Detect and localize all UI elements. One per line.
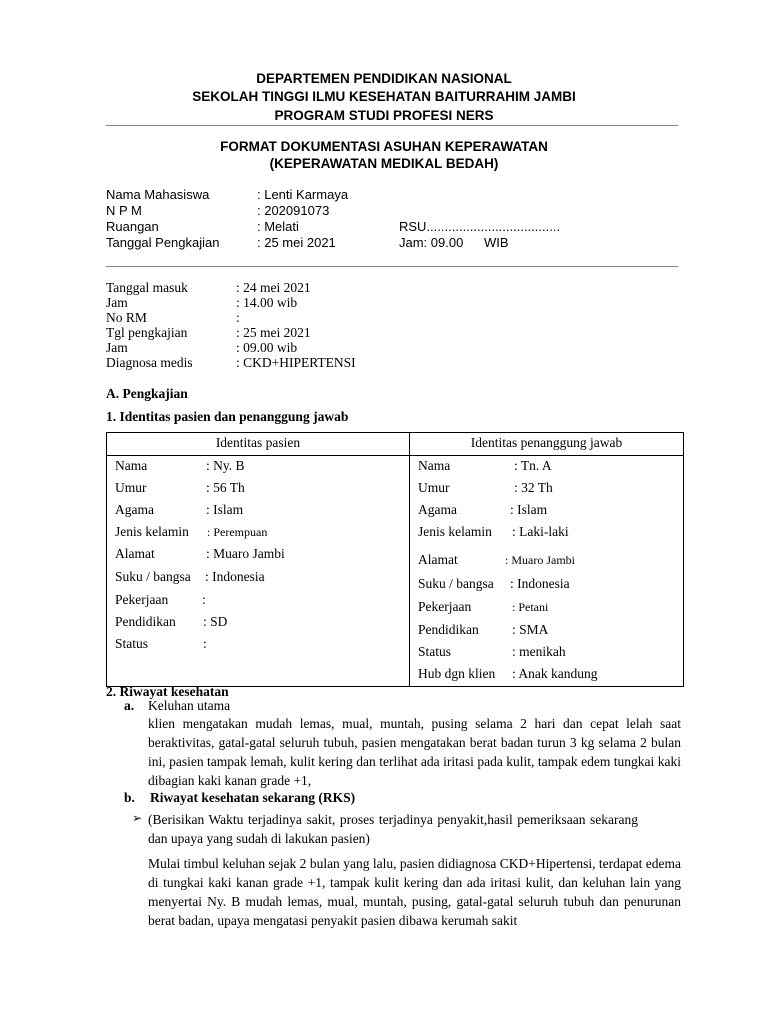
patient-identity-cell bbox=[107, 456, 410, 687]
assessment-date2-label: Tgl pengkajian bbox=[106, 325, 188, 340]
rsu-field: RSU..................................... bbox=[399, 219, 561, 234]
admission-time-label: Jam bbox=[106, 295, 128, 310]
chief-complaint-text: klien mengatakan mudah lemas, mual, muntah, pusing selama 2 hari dan cepat lelah saat beraktivitas, gatal-gatal seluruh tubuh, pasien mengatakan berat badan turun 3 kg selama 2 bulan ini, pasien tampak lemah, kulit kering dan terlihat ada iritasi pada kulit, tampak edem tungkai kaki dibagian kaki kanan grade +1, bbox=[148, 716, 681, 788]
section-a-heading: A. Pengkajian bbox=[106, 386, 188, 401]
guardian-row-religion: Agama : Islam bbox=[418, 502, 548, 517]
patient-row-gender: Jenis kelamin : Perempuan bbox=[115, 524, 268, 539]
diagnosis-label: Diagnosa medis bbox=[106, 355, 193, 370]
admission-date-value: : 24 mei 2021 bbox=[236, 280, 311, 295]
institution-line-3: PROGRAM STUDI PROFESI NERS bbox=[274, 108, 494, 123]
assessment-time2-label: Jam bbox=[106, 340, 128, 355]
student-name-value: : Lenti Karmaya bbox=[257, 187, 349, 202]
guardian-row-ethnicity: Suku / bangsa : Indonesia bbox=[418, 576, 570, 591]
arrow-bullet-icon: ➢ bbox=[132, 811, 143, 825]
sub-b-marker: b. bbox=[124, 790, 135, 805]
npm-value: : 202091073 bbox=[257, 203, 330, 218]
patient-row-address: Alamat : Muaro Jambi bbox=[115, 546, 285, 561]
header-divider bbox=[106, 125, 678, 126]
patient-row-occupation: Pekerjaan : bbox=[115, 592, 206, 607]
guardian-row-relationship: Hub dgn klien : Anak kandung bbox=[418, 666, 598, 681]
identity-table bbox=[106, 432, 684, 687]
section-1-heading: 1. Identitas pasien dan penanggung jawab bbox=[106, 409, 349, 424]
institution-line-2: SEKOLAH TINGGI ILMU KESEHATAN BAITURRAHIM JAMBI bbox=[192, 89, 576, 104]
sub-a-marker: a. bbox=[124, 698, 135, 713]
room-value: : Melati bbox=[257, 219, 299, 234]
sub-b-title: Riwayat kesehatan sekarang (RKS) bbox=[150, 790, 356, 805]
student-name-label: Nama Mahasiswa bbox=[106, 187, 210, 202]
assessment-date-label: Tanggal Pengkajian bbox=[106, 235, 220, 250]
diagnosis-value: : CKD+HIPERTENSI bbox=[236, 355, 356, 370]
admission-time-value: : 14.00 wib bbox=[236, 295, 298, 310]
room-label: Ruangan bbox=[106, 219, 159, 234]
guardian-row-name: Nama : Tn. A bbox=[418, 458, 552, 473]
guardian-row-age: Umur : 32 Th bbox=[418, 480, 553, 495]
assessment-date-value: : 25 mei 2021 bbox=[257, 235, 336, 250]
patient-row-education: Pendidikan : SD bbox=[115, 614, 228, 629]
form-title-line-2: (KEPERAWATAN MEDIKAL BEDAH) bbox=[269, 156, 499, 171]
form-title-line-1: FORMAT DOKUMENTASI ASUHAN KEPERAWATAN bbox=[220, 139, 548, 154]
info-divider bbox=[106, 266, 678, 267]
patient-row-age: Umur : 56 Th bbox=[115, 480, 245, 495]
assessment-date2-value: : 25 mei 2021 bbox=[236, 325, 311, 340]
guardian-row-education: Pendidikan : SMA bbox=[418, 622, 549, 637]
patient-row-religion: Agama : Islam bbox=[115, 502, 244, 517]
patient-row-ethnicity: Suku / bangsa : Indonesia bbox=[115, 569, 265, 584]
patient-row-name: Nama : Ny. B bbox=[115, 458, 245, 473]
admission-date-label: Tanggal masuk bbox=[106, 280, 188, 295]
patient-row-status: Status : bbox=[115, 636, 207, 651]
rks-instruction-note: (Berisikan Waktu terjadinya sakit, proses terjadinya penyakit,hasil pemeriksaan sekarang dan upaya yang sudah di lakukan pasien) bbox=[148, 812, 638, 846]
timezone-label: WIB bbox=[484, 235, 509, 250]
guardian-identity-cell bbox=[410, 456, 684, 687]
npm-label: N P M bbox=[106, 203, 142, 218]
guardian-row-address: Alamat : Muaro Jambi bbox=[418, 552, 575, 567]
guardian-row-gender: Jenis kelamin : Laki-laki bbox=[418, 524, 569, 539]
current-history-text: Mulai timbul keluhan sejak 2 bulan yang lalu, pasien didiagnosa CKD+Hipertensi, terdapat edema di tungkai kaki kanan grade +1, tampak kulit kering dan ada iritasi kulit, dan keluhan lain yang menyertai Ny. B mudah lemas, mual, muntah, pusing, gatal-gatal seluruh tubuh dan penurunan berat badan, upaya mengatasi penyakit pasien dibawa kerumah sakit bbox=[148, 856, 681, 928]
institution-line-1: DEPARTEMEN PENDIDIKAN NASIONAL bbox=[256, 71, 512, 86]
guardian-row-occupation: Pekerjaan : Petani bbox=[418, 599, 549, 614]
medical-record-label: No RM bbox=[106, 310, 147, 325]
section-2-heading: 2. Riwayat kesehatan bbox=[106, 684, 229, 699]
guardian-column-header: Identitas penanggung jawab bbox=[410, 433, 684, 456]
patient-column-header: Identitas pasien bbox=[107, 433, 410, 456]
assessment-time: Jam: 09.00 bbox=[399, 235, 464, 250]
guardian-row-status: Status : menikah bbox=[418, 644, 566, 659]
sub-a-title: Keluhan utama bbox=[148, 698, 231, 713]
assessment-time2-value: : 09.00 wib bbox=[236, 340, 298, 355]
medical-record-value: : bbox=[236, 310, 240, 325]
